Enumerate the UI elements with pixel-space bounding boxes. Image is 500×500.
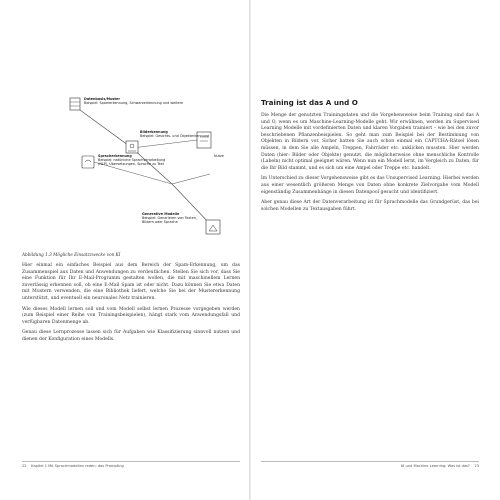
figure-node-sub: Beispiel: Gesichts- und Objekterkennung [140, 134, 210, 138]
left-footer [22, 464, 124, 468]
speech-icon [82, 156, 94, 168]
footer-rule [261, 461, 479, 462]
figure-node-sub: Beispiel: Spamerkennung, Schwarzerkennung und weitere [84, 101, 184, 105]
image-icon [126, 141, 138, 153]
connector-line [132, 140, 197, 148]
figure-node-sub: Beispiel: natürliche Sprachverarbeitung (NLP), Übersetzungen, Sprache zu Text [98, 158, 166, 166]
figure-node-3 [98, 154, 168, 166]
paragraph: Hier einmal ein einfaches Beispiel aus dem Bereich der Spam-Erkennung, um das Zusammenspiel aus Daten und Anwendungen zu verdeutlichen. Stellen Sie sich vor, dass Sie eine Funktion für Ihr E-Mail-Programm gestalten wollen, die mit maschinellem Lernen zuverlässig erkennen soll, ob eine E-Mail Spam ist oder nicht. Dazu können Sie etwa Daten mit Mustern verwenden, die eine Bibliothek liefert, welche Sie bei der Mustererkennung unterstützt, und eventuell ein neuronales Netz trainieren. [22, 263, 240, 301]
connector-line [172, 174, 210, 184]
figure-node-4 [142, 212, 204, 224]
database-icon [70, 98, 80, 110]
left-body-text [22, 263, 240, 348]
figure-node-title: Bilderkennung [140, 130, 168, 134]
right-footer [261, 464, 479, 468]
right-page [251, 0, 500, 500]
figure-node-title: Datenbasis/Muster [84, 97, 120, 101]
connector-line [80, 110, 212, 226]
paragraph: Genau diese Lernprozesse lassen sich für Aufgaben wie Klassifizierung sinnvoll nutzen und dienen der Konfiguration eines Modells. [22, 330, 240, 342]
running-head: Kapitel 1 Mit Sprachmodellen reden: das Prompting [31, 464, 124, 468]
paragraph: Im Unterschied zu dieser Vorgehensweise gibt es das Unsupervised Learning. Hierbei werden aus einer wesentlich größeren Menge von Daten ohne konkrete Zielvorgabe vom Modell eigenständig Zusammenhänge in diesen Datenpool gesucht und identifiziert. [261, 176, 479, 195]
left-page [0, 0, 249, 500]
page-number: 22 [22, 464, 27, 468]
figure-node-1 [84, 97, 183, 105]
figure-diagram [22, 96, 239, 252]
section-heading: Training ist das A und O [261, 98, 358, 107]
figure-end-label: Nutze [214, 154, 224, 158]
figure-node-title: Spracherkennung [98, 154, 132, 158]
figure-ki-use-cases [22, 96, 239, 252]
paragraph: Wie dieses Modell lernen soll und vom Modell selbst lernen Prozesse vorgegeben werden (zum Beispiel einer Reihe von Trainingsbeispielen), hängt stark vom Anwendungsfall und verfügbaren Datenmenge ab. [22, 306, 240, 325]
running-head: KI und Machine Learning: Was ist das? [400, 464, 470, 468]
figure-node-title: Generative Modelle [142, 212, 180, 216]
paragraph: Die Menge der genutzten Trainingsdaten und die Vorgehensweise beim Training sind das A und O, wenn es um Maschine-Learning-Modelle geht. Wir erwähnen, werden im Supervised Learning Modelle mit vordefinierten Daten und klaren Vorgaben trainiert – wie bei den zuvor beschriebenen Pflanzenbeispielen. So geht man zum Beispiel bei der Bestimmung von Objekten in Bildern vor. Sicher hatten Sie auch schon einmal ein CAPTCHA-Rätsel lösen müssen, in dem Sie alle Ampeln, Treppen, Fahrräder etc. anklicken mussten. Hier werden Daten (hier: Bilder oder Objekte) genutzt, die möglicherweise ohne menschliche Kontrolle (Labeln) nicht optimal geeignet wären. Wenn nun ein Modell lernt, im Vergleich zu Daten, für die Ihr Bild stammt, und es sich um eine Ampel oder Treppe etc. handelt. [261, 113, 479, 171]
figure-node-sub: Beispiel: Generieren von Texten, Bildern oder Sprache [142, 216, 197, 224]
footer-rule [22, 461, 240, 462]
right-body-text [261, 113, 479, 217]
figure-caption: Abbildung 1.3 Mögliche Einsatzzwecke von KI [22, 252, 121, 257]
page-number: 23 [474, 464, 479, 468]
generative-icon [206, 220, 220, 234]
figure-node-2 [140, 130, 209, 138]
paragraph: Aber genau diese Art der Datenverarbeitung ist für Sprachmodelle das Grundgerüst, das bei solchen Modellen zu Textausgaben führt. [261, 200, 479, 212]
